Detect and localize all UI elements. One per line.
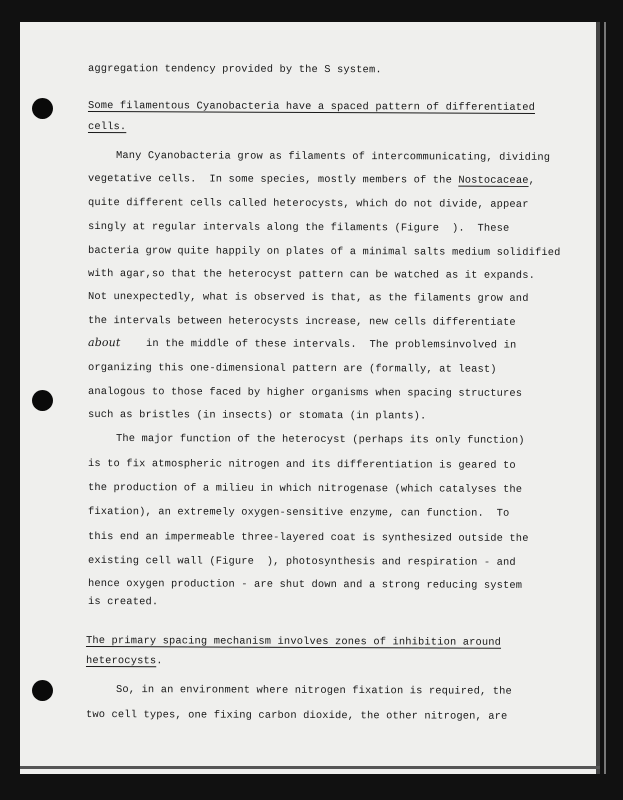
section-heading: Some filamentous Cyanobacteria have a spaced pattern of differentiated <box>87 100 536 114</box>
section-heading: cells. <box>87 121 127 134</box>
text-line <box>88 173 535 187</box>
text-line: organizing this one-dimensional pattern are (formally, at least) <box>87 362 497 376</box>
page-edge-shadow <box>596 22 600 774</box>
text-line: bacteria grow quite happily on plates of a minimal salts medium solidified <box>87 245 561 260</box>
punch-hole <box>32 680 53 701</box>
text-line: with agar,so that the heterocyst pattern can be watched as it expands. <box>87 268 536 282</box>
text-line: is created. <box>87 596 159 609</box>
text-line: is to fix atmospheric nitrogen and its differentiation is geared to <box>87 458 516 472</box>
text-line: analogous to those faced by higher organisms when spacing structures <box>87 386 523 400</box>
text-line: the intervals between heterocysts increase, new cells differentiate <box>87 315 516 329</box>
punch-hole <box>32 98 53 119</box>
text-line: hence oxygen production - are shut down and a strong reducing system <box>87 578 523 592</box>
text-line: existing cell wall (Figure ), photosynthesis and respiration - and <box>87 555 516 569</box>
text-line: quite different cells called heterocysts, which do not divide, appear <box>87 197 529 211</box>
punch-hole <box>32 390 53 411</box>
text-line: The major function of the heterocyst (perhaps its only function) <box>115 433 525 447</box>
text-line: this end an impermeable three-layered coat is synthesized outside the <box>87 531 529 545</box>
text-span: , <box>528 174 536 187</box>
text-span: vegetative cells. In some species, mostly members of the <box>87 173 459 187</box>
text-line: the production of a milieu in which nitrogenase (which catalyses the <box>87 482 523 496</box>
text-span: . <box>156 655 163 668</box>
text-span: heterocysts <box>85 655 157 668</box>
taxon-name: Nostocaceae <box>458 174 529 187</box>
text-line: Many Cyanobacteria grow as filaments of intercommunicating, dividing <box>115 150 551 164</box>
text-line: singly at regular intervals along the filaments (Figure ). These <box>87 221 510 235</box>
text-line: in the middle of these intervals. The problemsinvolved in <box>145 338 517 352</box>
page-edge-shadow <box>604 22 606 774</box>
section-heading <box>86 655 163 667</box>
text-line: aggregation tendency provided by the S system. <box>87 63 382 77</box>
text-line: Not unexpectedly, what is observed is that, as the filaments grow and <box>87 291 529 305</box>
section-heading: The primary spacing mechanism involves zones of inhibition around <box>85 635 502 649</box>
handwritten-insert: about <box>87 336 121 350</box>
text-line: such as bristles (in insects) or stomata (in plants). <box>87 409 427 423</box>
text-line: So, in an environment where nitrogen fixation is required, the <box>115 684 512 698</box>
text-line: fixation), an extremely oxygen-sensitive enzyme, can function. To <box>87 506 510 520</box>
text-line: two cell types, one fixing carbon dioxide, the other nitrogen, are <box>85 709 508 723</box>
page-bottom-edge <box>20 766 600 769</box>
